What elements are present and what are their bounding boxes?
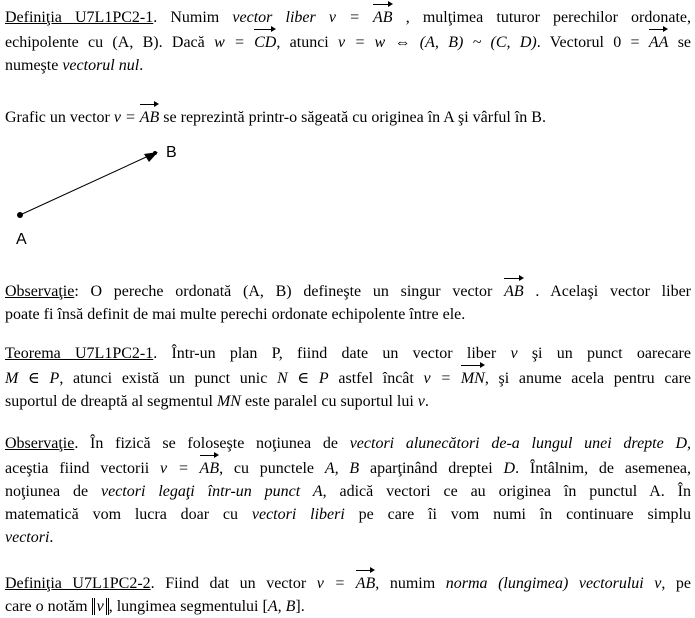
vector-ab: AB (356, 570, 376, 595)
math-equivalence: v = w ⇔ (A, B) ~ (C, D) (338, 34, 537, 51)
vector-cd: CD (254, 29, 276, 54)
observation-1-title: Observaţie (5, 283, 75, 300)
term-vectori-alunecatori: vectori alunecători de-a lungul unei drepte D, (349, 435, 691, 452)
math: A, B (267, 598, 296, 615)
math: v = (316, 575, 356, 592)
vector-ab: AB (140, 104, 160, 129)
text: . (139, 57, 144, 74)
text: . (49, 529, 54, 546)
text: suportul de dreaptă al segmentul (5, 393, 217, 410)
math: v = (423, 370, 461, 387)
math: D (503, 460, 516, 477)
theorem-line-3 (5, 390, 691, 413)
text: , atunci (276, 34, 339, 51)
term-vectorul-nul: vectorul nul (62, 57, 140, 74)
text: matematică vom lucra doar cu (5, 506, 252, 523)
math: v = (160, 460, 200, 477)
text: care o notăm (5, 598, 92, 615)
label-a: A (16, 231, 27, 248)
text: şi un punct oarecare (517, 345, 691, 362)
text: ]. (295, 598, 305, 615)
text: : O pereche ordonată (A, B) defineşte un singur vector (74, 283, 505, 300)
text: , numim (375, 575, 446, 592)
definition-1-line-3 (5, 54, 691, 77)
math: v = (328, 9, 374, 26)
observation-2-line-1 (5, 432, 691, 455)
math: v (417, 393, 425, 410)
text: . (424, 393, 429, 410)
definition-2 (5, 570, 691, 618)
theorem-title: Teorema U7L1PC2-1 (5, 345, 154, 362)
text: . Acelaşi vector liber (523, 283, 691, 300)
definition-2-line-2 (5, 595, 691, 618)
math: v (510, 345, 518, 362)
vector-line (20, 153, 155, 215)
text: , mulţimea tuturor perechilor ordonate, (392, 9, 692, 26)
text: . Numim (153, 9, 233, 26)
text: , şi anume acela pentru care (484, 370, 691, 387)
observation-2-line-3 (5, 480, 691, 503)
observation-2-title: Observaţie (5, 435, 75, 452)
math: MN (216, 393, 241, 410)
observation-1 (5, 278, 691, 326)
text: este paralel cu suportul lui (240, 393, 418, 410)
term-vector-liber: vector liber (232, 9, 316, 26)
text: aceştia fiind vectorii (5, 460, 161, 477)
vector-arrow-diagram (10, 138, 210, 248)
label-b: B (166, 144, 177, 161)
theorem-line-2 (5, 365, 691, 390)
math: w = (214, 34, 255, 51)
text: noţiunea de (5, 483, 101, 500)
observation-1-line-2 (5, 303, 691, 326)
text: numeşte (5, 57, 63, 74)
text: , lungimea segmentului [ (108, 598, 268, 615)
theorem (5, 342, 691, 413)
text: echipolente cu (A, B). Dacă (5, 34, 215, 51)
grafic-line (5, 104, 691, 129)
definition-1-title: Definiţia U7L1PC2-1 (5, 9, 154, 26)
text: . Fiind dat un vector (150, 575, 317, 592)
text: aparţinând dreptei (359, 460, 504, 477)
text: . Într-un plan P, fiind date un vector liber (153, 345, 511, 362)
definition-2-line-1 (5, 570, 691, 595)
vector-ab: AB (373, 4, 393, 29)
theorem-line-1 (5, 342, 691, 365)
math: M ∈ P (5, 370, 60, 387)
definition-1-line-1 (5, 4, 691, 29)
text: , pe (661, 575, 692, 592)
observation-1-line-1 (5, 278, 691, 303)
math: 0 = (613, 34, 649, 51)
text: astfel încât (328, 370, 424, 387)
vector-aa: AA (649, 29, 669, 54)
norm-v: v (92, 598, 109, 615)
text: Grafic un vector (5, 109, 114, 126)
definition-1 (5, 4, 691, 77)
definition-1-line-2 (5, 29, 691, 54)
math: v = (113, 109, 140, 126)
observation-2-line-4 (5, 503, 691, 526)
observation-2-line-2 (5, 455, 691, 480)
math: N ∈ P (277, 370, 329, 387)
text: , atunci există un punct unic (59, 370, 278, 387)
point-b-dot (153, 151, 157, 155)
vector-figure (10, 138, 210, 248)
observation-2-line-5 (5, 526, 691, 549)
term-vectori: vectori (5, 529, 50, 546)
text: . Întâlnim, de asemenea, (515, 460, 692, 477)
term-norma: norma (lungimea) vectorului v (445, 575, 662, 592)
term-vectori-legati: vectori legaţi într-un punct A (101, 483, 323, 500)
point-a-dot (17, 212, 23, 218)
text: , cu punctele (219, 460, 325, 477)
text: , adică vectori ce au originea în punctul A. În (322, 483, 692, 500)
text: . Vectorul (536, 34, 614, 51)
text: se (668, 34, 692, 51)
term-vectori-liberi: vectori liberi (251, 506, 345, 523)
vector-ab: AB (504, 278, 524, 303)
vector-ab: AB (200, 455, 220, 480)
vector-mn: MN (461, 365, 485, 390)
text: poate fi însă definit de mai multe perechi ordonate echipolente între ele. (5, 306, 466, 323)
grafic-paragraph (5, 104, 691, 129)
definition-2-title: Definiţia U7L1PC2-2 (5, 575, 151, 592)
text: . În fizică se foloseşte noţiunea de (74, 435, 350, 452)
text: se reprezintă printr-o săgeată cu originea în A şi vârful în B. (159, 109, 546, 126)
math: A, B (324, 460, 360, 477)
text: pe care îi vom numi în continuare simplu (344, 506, 692, 523)
observation-2 (5, 432, 691, 549)
